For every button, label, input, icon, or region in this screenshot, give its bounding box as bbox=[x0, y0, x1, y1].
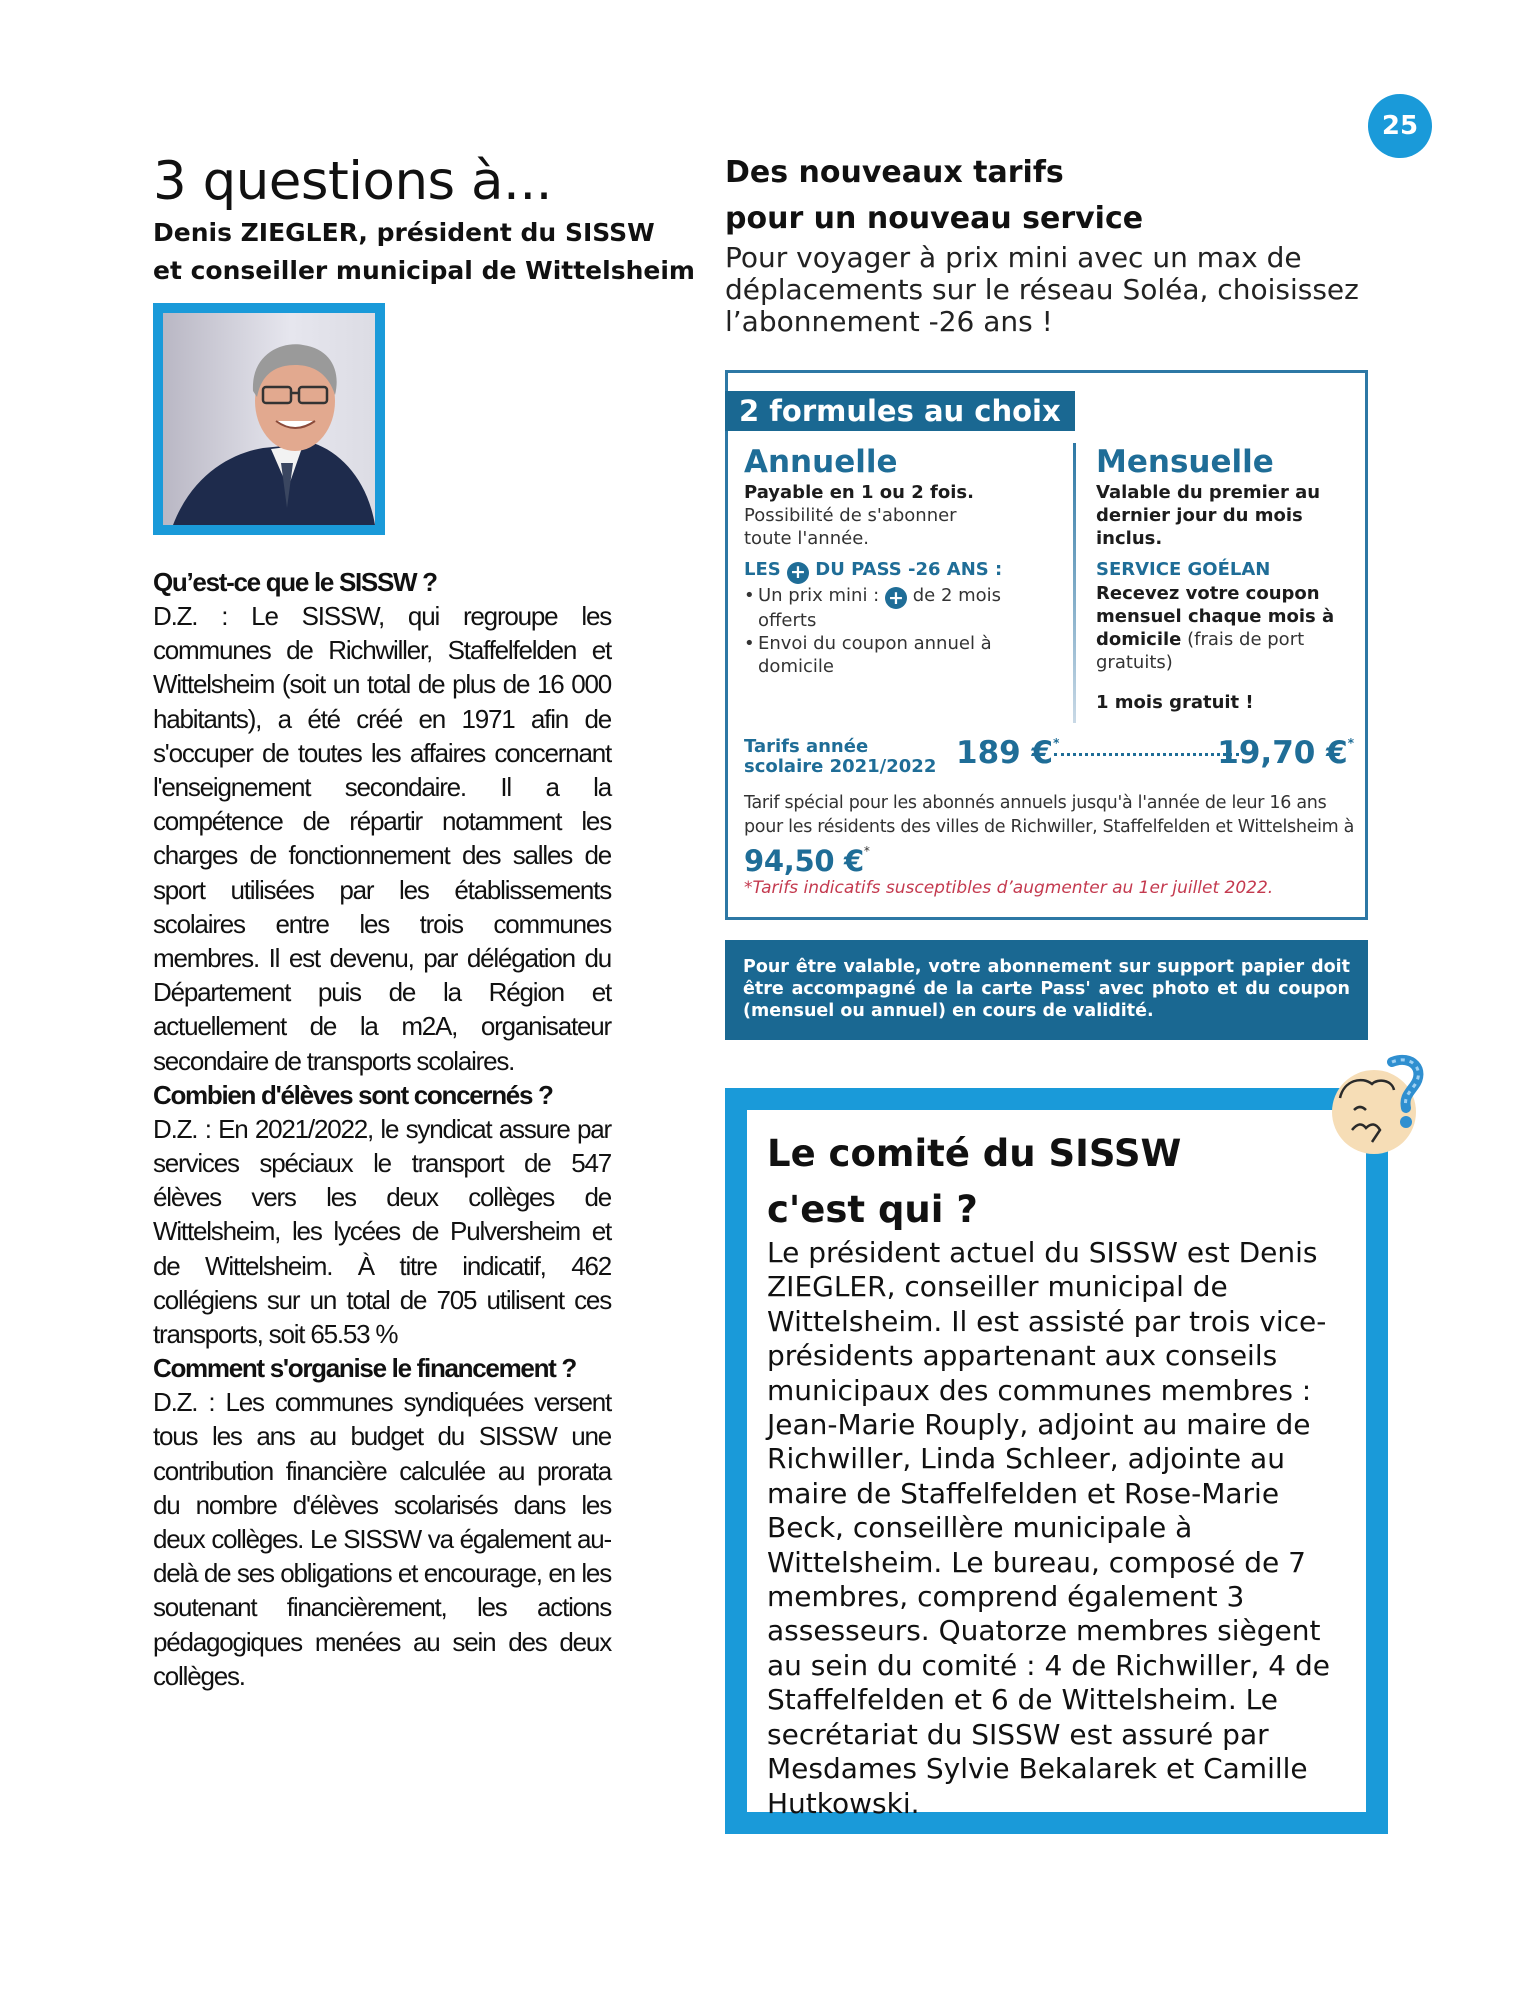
tarifs-section bbox=[725, 150, 1375, 338]
question-3: Comment s'organise le financement ? bbox=[153, 1353, 577, 1384]
thinking-face-question-icon bbox=[1322, 1050, 1432, 1160]
service-goelan-text: Recevez votre coupon mensuel chaque mois à domicile (frais de port gratuits) bbox=[1096, 583, 1335, 673]
answer-1: D.Z. : Le SISSW, qui regroupe les communes de Richwiller, Staffelfelden et Wittelsheim (soit un total de plus de 16 000 habitants), a été créé en 1971 afin de s'occuper de toutes les affaires concernant l'enseignement secondaire. Il a la compétence de répartir notamment les charges de fonctionnement des salles de sport utilisées par les établissements scolaires entre les trois communes membres. Il est devenu, par délégation du Département puis de la Région et actuellement de la m2A, organisateur secondaire de transports scolaires. bbox=[153, 601, 611, 1076]
pass-advantages-heading bbox=[744, 558, 1054, 584]
price-label: Tarifs année scolaire 2021/2022 bbox=[744, 736, 937, 777]
portrait-frame bbox=[153, 303, 385, 535]
tarifs-intro: Pour voyager à prix mini avec un max de déplacements sur le réseau Soléa, choisissez l’abonnement -26 ans ! bbox=[725, 241, 1359, 338]
plan-annuelle bbox=[744, 443, 1054, 678]
qa-list bbox=[153, 565, 611, 1693]
column-divider bbox=[1073, 443, 1076, 723]
special-price: 94,50 € bbox=[744, 844, 864, 878]
disclaimer: *Tarifs indicatifs susceptibles d’augmenter au 1er juillet 2022. bbox=[744, 878, 1274, 898]
formules-banner: 2 formules au choix bbox=[725, 391, 1075, 431]
question-1: Qu’est-ce que le SISSW ? bbox=[153, 567, 437, 597]
pass-heading-b: DU PASS -26 ANS : bbox=[815, 559, 1003, 580]
interview-subtitle-line2: et conseiller municipal de Wittelsheim bbox=[153, 256, 695, 285]
comite-title-line2: c'est qui ? bbox=[767, 1188, 978, 1231]
tarifs-title-line1: Des nouveaux tarifs bbox=[725, 155, 1064, 190]
dotted-leader bbox=[1054, 753, 1239, 756]
plan-annuelle-name: Annuelle bbox=[744, 444, 898, 480]
service-goelan-heading: SERVICE GOÉLAN bbox=[1096, 559, 1271, 580]
validity-note: Pour être valable, votre abonnement sur support papier doit être accompagné de la carte Pass' avec photo et du coupon (mensuel ou annuel) en cours de validité. bbox=[725, 940, 1368, 1040]
question-2: Combien d'élèves sont concernés ? bbox=[153, 1079, 553, 1110]
plus-icon: + bbox=[885, 587, 907, 609]
comite-body: Le président actuel du SISSW est Denis ZIEGLER, conseiller municipal de Wittelsheim. Il est assisté par trois vice-présidents appartenant aux conseils municipaux des communes membres : Jean-Marie Rouply, adjoint au maire de Richwiller, Linda Schleer, adjointe au maire de Staffelfelden et Rose-Marie Beck, conseillère municipale à Wittelsheim. Le bureau, composé de 7 membres, comprend également 3 assesseurs. Quatorze membres siègent au sein du comité : 4 de Richwiller, 4 de Staffelfelden et 6 de Wittelsheim. Le secrétariat du SISSW est assuré par Mesdames Sylvie Bekalarek et Camille Hutkowski. bbox=[767, 1236, 1330, 1820]
free-month: 1 mois gratuit ! bbox=[1096, 692, 1254, 713]
advantage-item: • Envoi du coupon annuel à domicile bbox=[744, 632, 1004, 678]
answer-3: D.Z. : Les communes syndiquées versent tous les ans au budget du SISSW une contribution financière calculée au prorata du nombre d'élèves scolarisés dans les deux collèges. Le SISSW va également au-delà de ses obligations et encourage, en les soutenant financièrement, les actions pédagogiques menées au sein des deux collèges. bbox=[153, 1387, 611, 1691]
interview-section bbox=[153, 150, 695, 1693]
mensuelle-line1: Valable du premier au dernier jour du mois inclus. bbox=[1096, 482, 1321, 549]
price-row bbox=[744, 733, 1354, 783]
interview-subtitle-line1: Denis ZIEGLER, président du SISSW bbox=[153, 218, 655, 247]
special-tarif: Tarif spécial pour les abonnés annuels jusqu'à l'année de leur 16 ans pour les résidents des villes de Richwiller, Staffelfelden et Wittelsheim à 94,50 €* bbox=[744, 793, 1355, 878]
price-annual: 189 €* bbox=[956, 735, 1060, 771]
tarifs-title-line2: pour un nouveau service bbox=[725, 201, 1144, 236]
comite-box bbox=[725, 1088, 1388, 1834]
answer-2: D.Z. : En 2021/2022, le syndicat assure par services spéciaux le transport de 547 élèves vers les deux collèges de Wittelsheim, les lycées de Pulversheim et de Wittelsheim. À titre indicatif, 462 collégiens sur un total de 705 utilisent ces transports, soit 65.53 % bbox=[153, 1113, 611, 1350]
plus-icon: + bbox=[787, 562, 809, 584]
annuelle-line2: Possibilité de s'abonner toute l'année. bbox=[744, 505, 957, 549]
pass-advantages-list bbox=[744, 584, 1054, 679]
advantage-item: • Un prix mini : + de 2 mois offerts bbox=[744, 584, 1054, 633]
price-monthly: 19,70 €* bbox=[1217, 735, 1354, 771]
comite-title-line1: Le comité du SISSW bbox=[767, 1132, 1182, 1175]
page-number-badge: 25 bbox=[1368, 94, 1432, 158]
portrait-photo-icon bbox=[163, 313, 375, 525]
pass-heading-a: LES bbox=[744, 559, 781, 580]
interview-title: 3 questions à... bbox=[153, 151, 553, 212]
annuelle-line1: Payable en 1 ou 2 fois. bbox=[744, 482, 974, 503]
plan-mensuelle bbox=[1096, 443, 1356, 713]
tarifs-box bbox=[725, 370, 1368, 920]
plan-mensuelle-name: Mensuelle bbox=[1096, 444, 1274, 480]
